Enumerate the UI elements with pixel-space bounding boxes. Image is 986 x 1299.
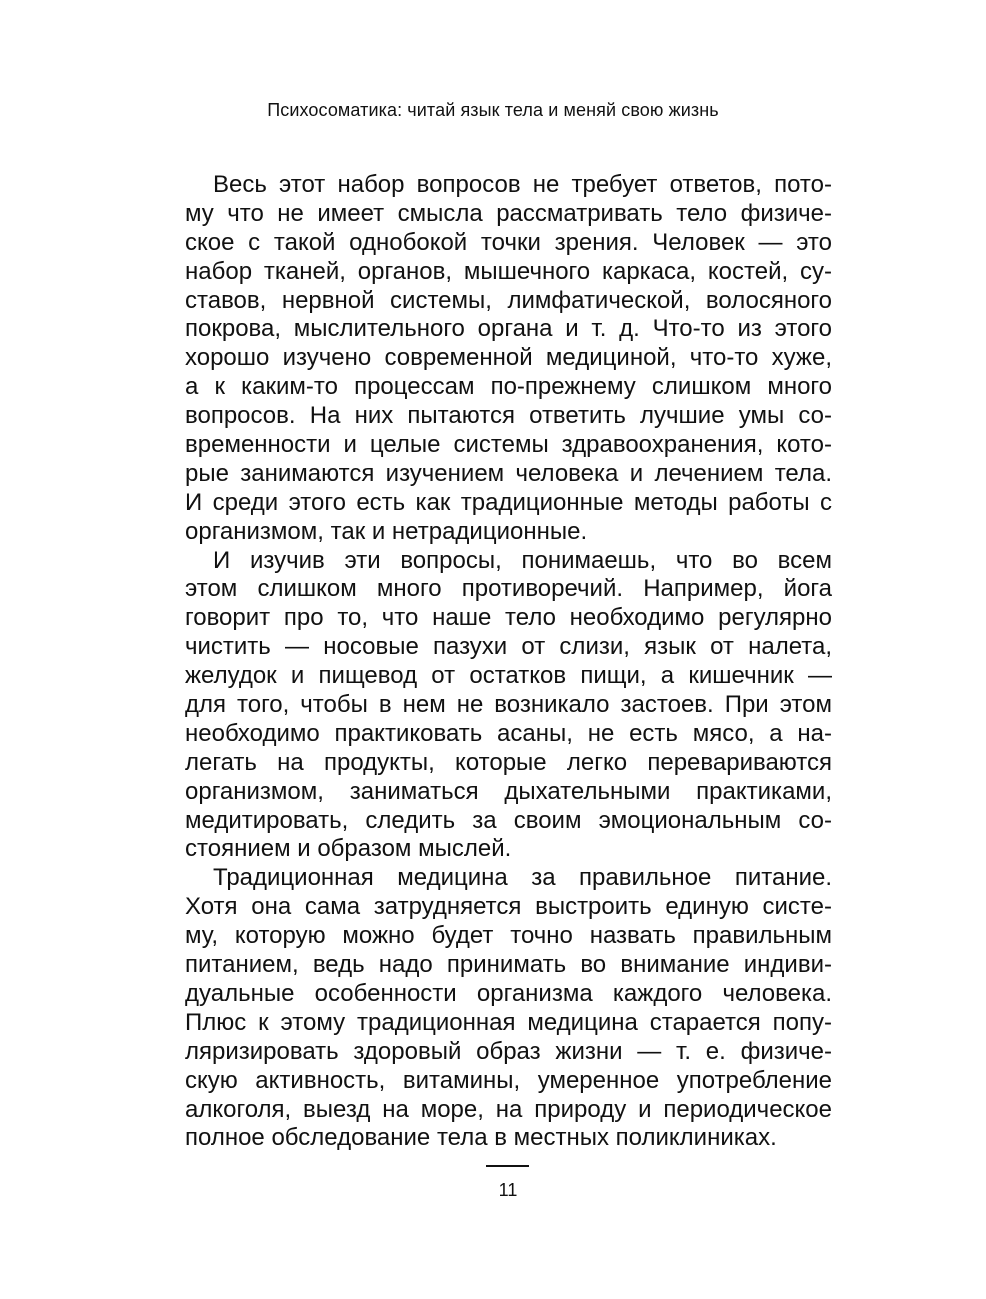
text-line: питанием, ведь надо принимать во внимание индиви- <box>185 951 832 979</box>
text-line: легать на продукты, которые легко перевариваются <box>185 748 832 776</box>
text-line: необходимо практиковать асаны, не есть мясо, а на- <box>185 719 832 747</box>
text-line: рые занимаются изучением человека и лечением тела. <box>185 459 832 487</box>
text-line: этом слишком много противоречий. Например, йога <box>185 575 832 603</box>
text-line: медитировать, следить за своим эмоциональным со- <box>185 806 832 834</box>
text-line: дуальные особенности организма каждого человека. <box>185 979 832 1007</box>
text-line: скую активность, витамины, умеренное употребление <box>185 1066 832 1094</box>
text-line: говорит про то, что наше тело необходимо регулярно <box>185 604 832 632</box>
paragraph <box>185 864 832 1153</box>
text-line: алкоголя, выезд на море, на природу и периодическое <box>185 1095 832 1123</box>
text-line: И изучив эти вопросы, понимаешь, что во всем <box>213 546 832 574</box>
running-header: Психосоматика: читай язык тела и меняй свою жизнь <box>267 100 719 120</box>
text-line: временности и целые системы здравоохранения, кото- <box>185 431 832 459</box>
text-line: Хотя она сама затрудняется выстроить единую систе- <box>185 893 832 921</box>
text-line: Плюс к этому традиционная медицина старается попу- <box>185 1008 832 1036</box>
text-line: Традиционная медицина за правильное питание. <box>213 864 832 892</box>
text-line: а к каким-то процессам по-прежнему слишком много <box>185 373 832 401</box>
text-line: хорошо изучено современной медициной, что-то хуже, <box>185 344 832 372</box>
text-line: организмом, заниматься дыхательными практиками, <box>185 777 832 805</box>
text-line: покрова, мыслительного органа и т. д. Что-то из этого <box>185 315 832 343</box>
text-line: ское с такой однобокой точки зрения. Человек — это <box>185 228 832 256</box>
text-line: ляризировать здоровый образ жизни — т. е. физиче- <box>185 1037 832 1065</box>
page-number-rule <box>486 1165 529 1167</box>
text-line: для того, чтобы в нем не возникало застоев. При этом <box>185 691 832 719</box>
body-text <box>185 171 832 1153</box>
text-line: организмом, так и нетрадиционные. <box>185 517 588 545</box>
text-line: му что не имеет смысла рассматривать тело физиче- <box>185 199 832 227</box>
text-line: ставов, нервной системы, лимфатической, волосяного <box>185 286 832 314</box>
text-line: полное обследование тела в местных поликлиниках. <box>185 1124 777 1152</box>
paragraph <box>185 547 832 865</box>
text-line: И среди этого есть как традиционные методы работы с <box>185 488 832 516</box>
text-line: чистить — носовые пазухи от слизи, язык от налета, <box>185 633 832 661</box>
text-line: стоянием и образом мыслей. <box>185 835 512 863</box>
text-line: му, которую можно будет точно назвать правильным <box>185 922 832 950</box>
text-line: вопросов. На них пытаются ответить лучшие умы со- <box>185 402 832 430</box>
text-line: набор тканей, органов, мышечного каркаса, костей, су- <box>185 257 832 285</box>
text-line: желудок и пищевод от остатков пищи, а кишечник — <box>185 662 832 690</box>
text-line: Весь этот набор вопросов не требует ответов, пото- <box>213 171 832 198</box>
page-number: 11 <box>498 1180 518 1200</box>
paragraph <box>185 171 832 547</box>
